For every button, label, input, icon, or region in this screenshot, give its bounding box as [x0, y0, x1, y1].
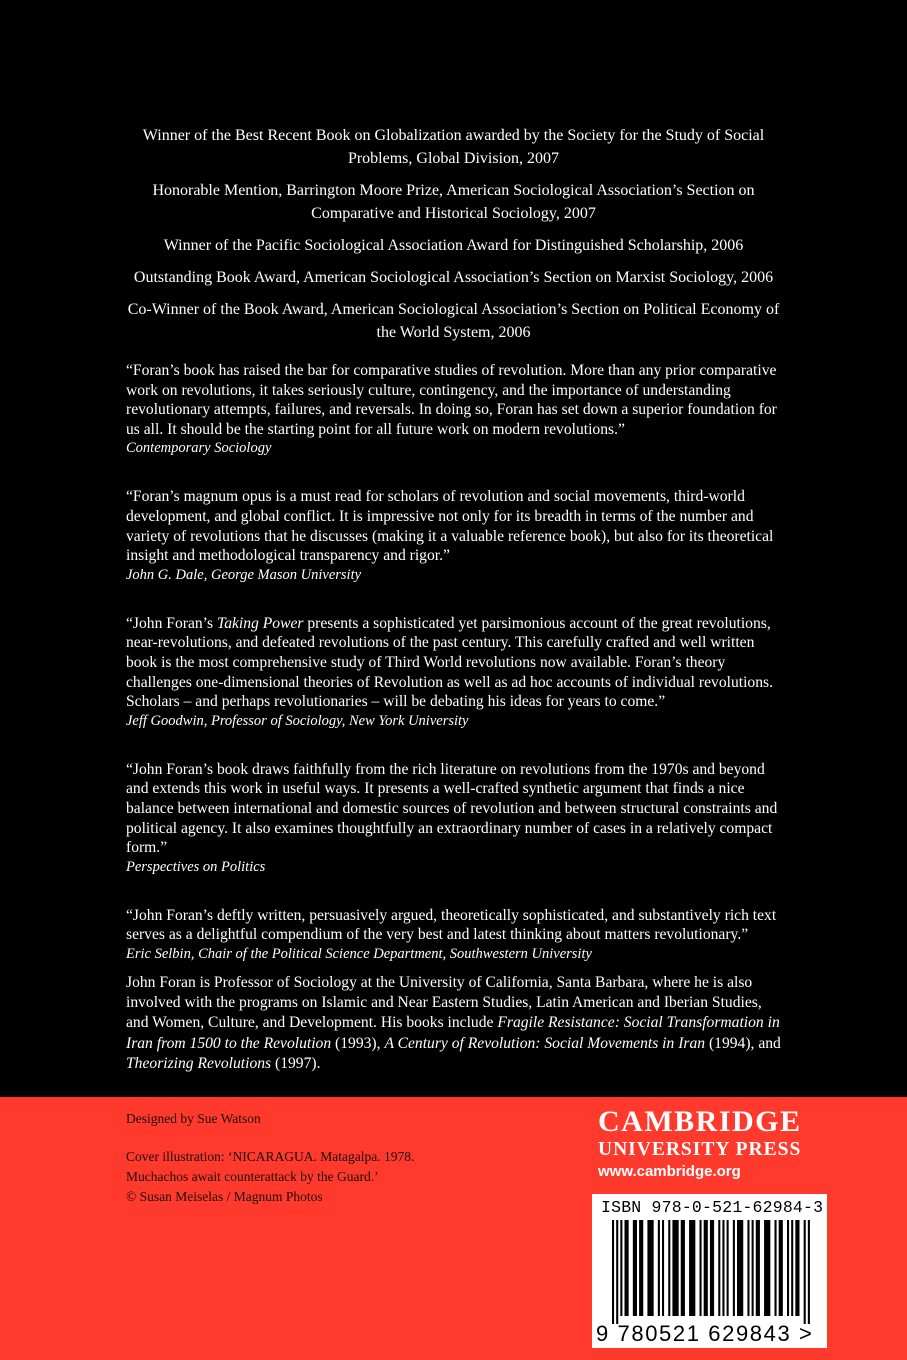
barcode-bar [779, 1220, 783, 1316]
award-1: Winner of the Best Recent Book on Globalization awarded by the Society for the Study of Social Problems, Global Division, 2007 [142, 127, 765, 167]
barcode-bar [704, 1220, 708, 1316]
bio-text: John Foran is Professor of Sociology at the University of California, Santa Barbara, where he is also involved with the programs on Islamic and Near Eastern Studies, Latin American and Iberian Studies, and Women, Culture, and Development. His books include [126, 974, 762, 1032]
review-quote [126, 614, 786, 731]
bio-text: (1993), [331, 1034, 385, 1052]
barcode-bar [808, 1220, 810, 1324]
footer-band [0, 1097, 907, 1360]
quote-text-start: “John Foran’s [126, 614, 217, 632]
barcode-bar [787, 1220, 789, 1316]
awards-list [118, 124, 789, 353]
barcode-bar [756, 1220, 760, 1316]
barcode-bar [658, 1220, 660, 1316]
designer-credit: Designed by Sue Watson [126, 1111, 261, 1126]
barcode-bar [612, 1220, 614, 1324]
book-title: Theorizing Revolutions [126, 1054, 272, 1072]
barcode-bar [804, 1220, 806, 1324]
isbn-label: ISBN 978-0-521-62984-3 [601, 1198, 824, 1217]
barcode-bar [700, 1220, 702, 1316]
quote-text: “John Foran’s deftly written, persuasively argued, theoretically sophisticated, and substantively rich text serves as a delightful compendium of the very best and latest thinking about matters revolutionary.” [126, 906, 777, 944]
book-title: Fragile Resistance: Social Transformation in Iran from 1500 to the Revolution [126, 1014, 780, 1052]
quote-text [126, 614, 786, 712]
publisher-subname: UNIVERSITY PRESS [598, 1139, 802, 1160]
barcode-bar [733, 1220, 735, 1316]
author-bio [126, 973, 786, 1074]
barcode-bar [775, 1220, 777, 1316]
cover-credit-line: Muchachos await counterattack by the Guard.’ [126, 1169, 379, 1184]
bio-text: (1997). [271, 1054, 321, 1072]
barcode-bar [647, 1220, 653, 1316]
barcode-bar [752, 1220, 754, 1316]
quote-source: Perspectives on Politics [126, 858, 266, 875]
barcode-bar [710, 1220, 714, 1316]
review-quotes [126, 361, 786, 993]
award-2: Honorable Mention, Barrington Moore Prize, American Sociological Association’s Section on Comparative and Historical Sociology, 2007 [152, 182, 755, 222]
cover-credit-line: Cover illustration: ‘NICARAGUA. Matagalpa. 1978. [126, 1149, 415, 1164]
barcode-bar [616, 1220, 618, 1324]
quote-text-end: presents a sophisticated yet parsimonious account of the great revolutions, near-revolutions, and defeated revolutions of the past century. This carefully crafted and well written book is the most comprehensive study of Third World revolutions now available. Foran’s theory challenges one-dimensional theories of Revolution as well as ad hoc accounts of individual revolutions. Scholars – and perhaps revolutionaries – will be debating his ideas for years to come.” [126, 614, 773, 711]
barcode-bar [747, 1220, 749, 1316]
bio-text: (1994), and [705, 1034, 781, 1052]
book-title: A Century of Revolution: Social Movements in Iran [384, 1034, 706, 1052]
barcode-bar [764, 1220, 770, 1316]
review-quote [126, 760, 786, 877]
quote-source: John G. Dale, George Mason University [126, 566, 362, 583]
photo-credit: © Susan Meiselas / Magnum Photos [126, 1189, 323, 1204]
award-5: Co-Winner of the Book Award, American Sociological Association’s Section on Political Economy of the World System, 2006 [127, 301, 780, 341]
barcode-bar [718, 1220, 720, 1316]
book-title: Taking Power [216, 614, 304, 632]
barcode-bar [633, 1220, 637, 1316]
barcode-bar [727, 1220, 729, 1316]
barcode-bar [791, 1220, 793, 1316]
quote-source: Contemporary Sociology [126, 440, 272, 457]
publisher-url: www.cambridge.org [598, 1163, 741, 1180]
barcode-bar [681, 1220, 685, 1316]
barcode-panel [592, 1194, 827, 1348]
review-quote [126, 361, 786, 458]
award-3: Winner of the Pacific Sociological Association Award for Distinguished Scholarship, 2006 [163, 237, 744, 254]
quote-text: “Foran’s magnum opus is a must read for scholars of revolution and social movements, third-world development, and global conflict. It is impressive not only for its breadth in terms of the number and variety of revolutions that he discusses (making it a valuable reference book), but also for its theoretical insight and methodological transparency and rigor.” [126, 488, 774, 565]
barcode-bar [689, 1220, 695, 1316]
barcode-bar [668, 1220, 670, 1316]
barcode-bar [795, 1220, 799, 1316]
barcode-bars [612, 1220, 812, 1324]
review-quote [126, 487, 786, 584]
publisher-logo [598, 1105, 824, 1183]
barcode-bar [639, 1220, 643, 1316]
review-quote [126, 906, 786, 964]
barcode-bar [722, 1220, 724, 1316]
barcode-bar [672, 1220, 678, 1316]
quote-text: “Foran’s book has raised the bar for comparative studies of revolution. More than any prior comparative work on revolutions, it takes seriously culture, contingency, and the importance of understanding revolutionary attempts, failures, and reversals. In doing so, Foran has set down a superior foundation for us all. It should be the starting point for all future work on modern revolutions.” [126, 362, 777, 438]
barcode-bar [662, 1220, 664, 1316]
barcode-bar [737, 1220, 743, 1316]
credits [126, 1109, 456, 1207]
credits-spacer [126, 1129, 456, 1147]
publisher-name: CAMBRIDGE [598, 1105, 802, 1138]
barcode-bar [620, 1220, 622, 1316]
quote-text: “John Foran’s book draws faithfully from the rich literature on revolutions from the 1970s and beyond and extends this work in useful ways. It presents a well-crafted synthetic argument that finds a nice balance between international and domestic sources of revolution and between structural constraints and political agency. It also examines thoughtfully an extraordinary number of cases in a relatively compact form.” [126, 760, 778, 857]
barcode-bar [625, 1220, 629, 1316]
quote-source: Jeff Goodwin, Professor of Sociology, New York University [126, 712, 469, 729]
quote-source: Eric Selbin, Chair of the Political Science Department, Southwestern University [126, 945, 592, 962]
award-4: Outstanding Book Award, American Sociological Association’s Section on Marxist Sociology, 2006 [133, 269, 774, 286]
barcode-number: 9 780521 629843 > [596, 1321, 814, 1346]
